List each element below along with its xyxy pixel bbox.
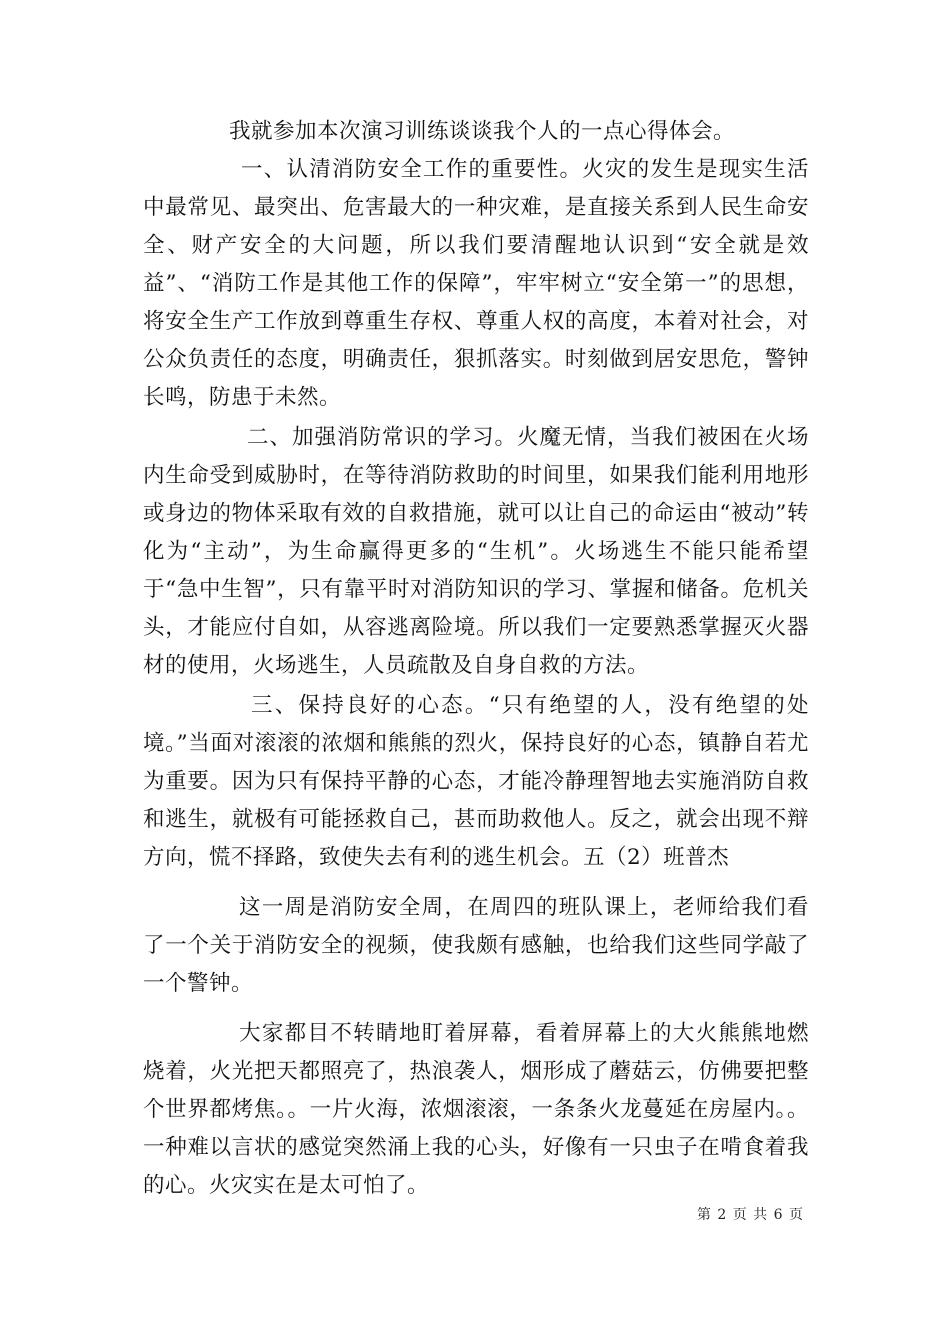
paragraph-section-1: 一、认清消防安全工作的重要性。火灾的发生是现实生活中最常见、最突出、危害最大的一种灾难，是直接关系到人民生命安全、财产安全的大问题，所以我们要清醒地认识到“安全就是效益”、“消防工作是其他工作的保障”，牢牢树立“安全第一”的思想，将安全生产工作放到尊重生存权、尊重人权的高度，本着对社会，对公众负责任的态度，明确责任，狠抓落实。时刻做到居安思危，警钟长鸣，防患于未然。	[143, 157, 809, 410]
paragraph-essay-intro: 这一周是消防安全周，在周四的班队课上，老师给我们看了一个关于消防安全的视频，使我颇有感触，也给我们这些同学敲了一个警钟。	[143, 895, 809, 996]
paragraph-section-3: 三、保持良好的心态。“只有绝望的人，没有绝望的处境。”当面对滚滚的浓烟和熊熊的烈火，保持良好的心态，镇静自若尤为重要。因为只有保持平静的心态，才能冷静理智地去实施消防自救和逃生，就极有可能拯救自己，甚而助救他人。反之，就会出现不辩方向，慌不择路，致使失去有利的逃生机会。五（2）班普杰	[143, 693, 809, 870]
paragraph-intro: 我就参加本次演习训练谈谈我个人的一点心得体会。	[229, 119, 736, 144]
paragraph-essay-body: 大家都目不转睛地盯着屏幕，看着屏幕上的大火熊熊地燃烧着，火光把天都照亮了，热浪袭人，烟形成了蘑菇云，仿佛要把整个世界都烤焦。。一片火海，浓烟滚滚，一条条火龙蔓延在房屋内。。一种难以言状的感觉突然涌上我的心头，好像有一只虫子在啃食着我的心。火灾实在是太可怕了。	[143, 1021, 809, 1198]
page-number-footer: 第 2 页 共 6 页	[696, 1207, 804, 1223]
document-body	[143, 113, 809, 1205]
paragraph-section-2: 二、加强消防常识的学习。火魔无情，当我们被困在火场内生命受到威胁时，在等待消防救助的时间里，如果我们能利用地形或身边的物体采取有效的自救措施，就可以让自己的命运由“被动”转化为“主动”，为生命赢得更多的“生机”。火场逃生不能只能希望于“急中生智”，只有靠平时对消防知识的学习、掌握和储备。危机关头，才能应付自如，从容逃离险境。所以我们一定要熟悉掌握灭火器材的使用，火场逃生，人员疏散及自身自救的方法。	[143, 425, 809, 678]
